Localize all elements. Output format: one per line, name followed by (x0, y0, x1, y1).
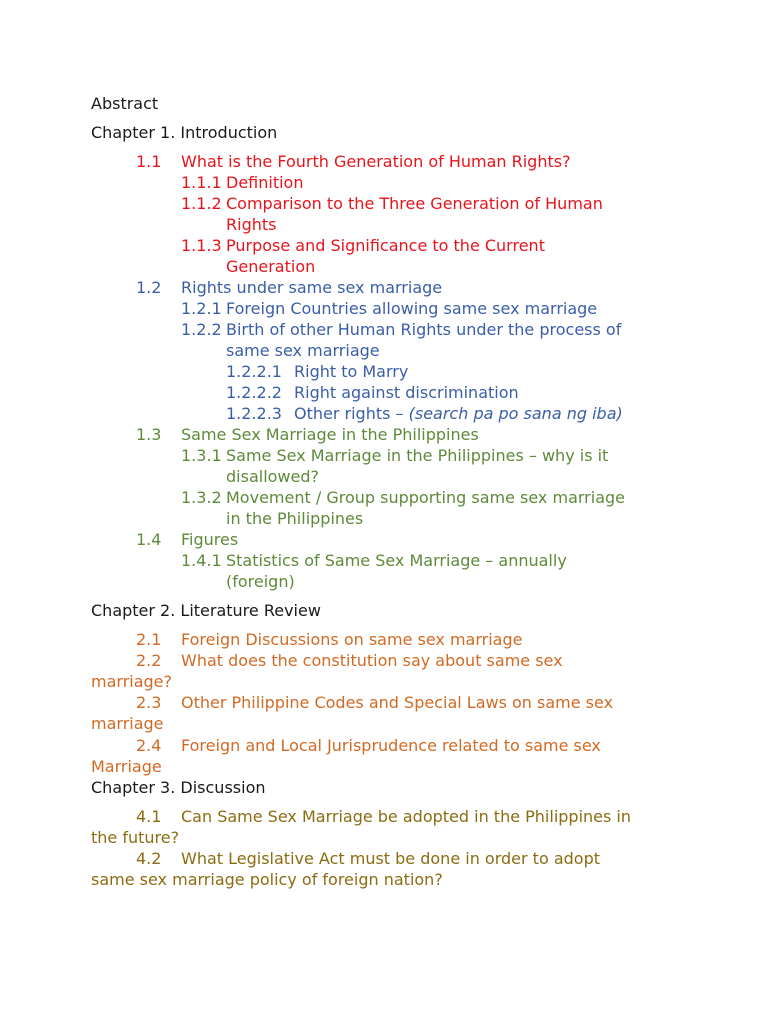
toc-item-1-2-2-cont: same sex marriage (226, 341, 380, 360)
toc-item-2-2-cont: marriage? (91, 672, 173, 691)
toc-item-2-4-cont: Marriage (91, 757, 162, 776)
toc-item-1-1-2-cont: Rights (226, 215, 277, 234)
toc-item-1-1-3-cont: Generation (226, 257, 316, 276)
search-note: (search pa po sana ng iba) (408, 404, 623, 423)
toc-item-1-3-1-cont: disallowed? (226, 467, 319, 486)
toc-item-2-3-cont: marriage (91, 714, 164, 733)
chapter-2-heading: Chapter 2. Literature Review (91, 601, 321, 620)
toc-item-4-2-cont: same sex marriage policy of foreign nation? (91, 870, 443, 889)
toc-item-4-1-cont: the future? (91, 828, 180, 847)
toc-item-1-4-1-cont: (foreign) (226, 572, 295, 591)
toc-item-1-3-2-cont: in the Philippines (226, 509, 364, 528)
abstract-heading: Abstract (91, 94, 159, 113)
chapter-1-heading: Chapter 1. Introduction (91, 123, 278, 142)
chapter-3-heading: Chapter 3. Discussion (91, 778, 266, 797)
document-page: Abstract Chapter 1. Introduction 1.1 What is the Fourth Generation of Human Rights? 1.1.1 Definition 1.1.2 Comparison to the Three Generation of Human Rights 1.1.3 Purpose and Significance to the Current Generation 1.2 Rights under same sex marriage 1.2.1 Foreign Countries allowing same sex marriage 1.2.2 Birth of other Human Rights under the process of same sex marriage 1.2.2.1 Right to Marry 1.2.2.2 Right against discrimination 1.2.2.3 Other rights – (search pa po sana ng iba) 1.3 Same Sex Marriage in the Philippines 1.3.1 Same Sex Marriage in the Philippines – why is it disallowed? 1.3.2 Movement / Group supporting same sex marriage in the Philippines 1.4 Figures 1.4.1 Statistics of Same Sex Marriage – annually (foreign) Chapter 2. Literature Review 2.1 Foreign Discussions on same sex marriage 2.2 What does the constitution say about same sex marriage? 2.3 Other Philippine Codes and Special Laws on same sex marriage 2.4 Foreign and Local Jurisprudence related to same sex Marriage Chapter 3. Discussion 4.1 Can Same Sex Marriage be adopted in the Philippines in the future? 4.2 What Legislative Act must be done in order to adopt same sex marriage policy of foreign nation? (91, 94, 632, 889)
